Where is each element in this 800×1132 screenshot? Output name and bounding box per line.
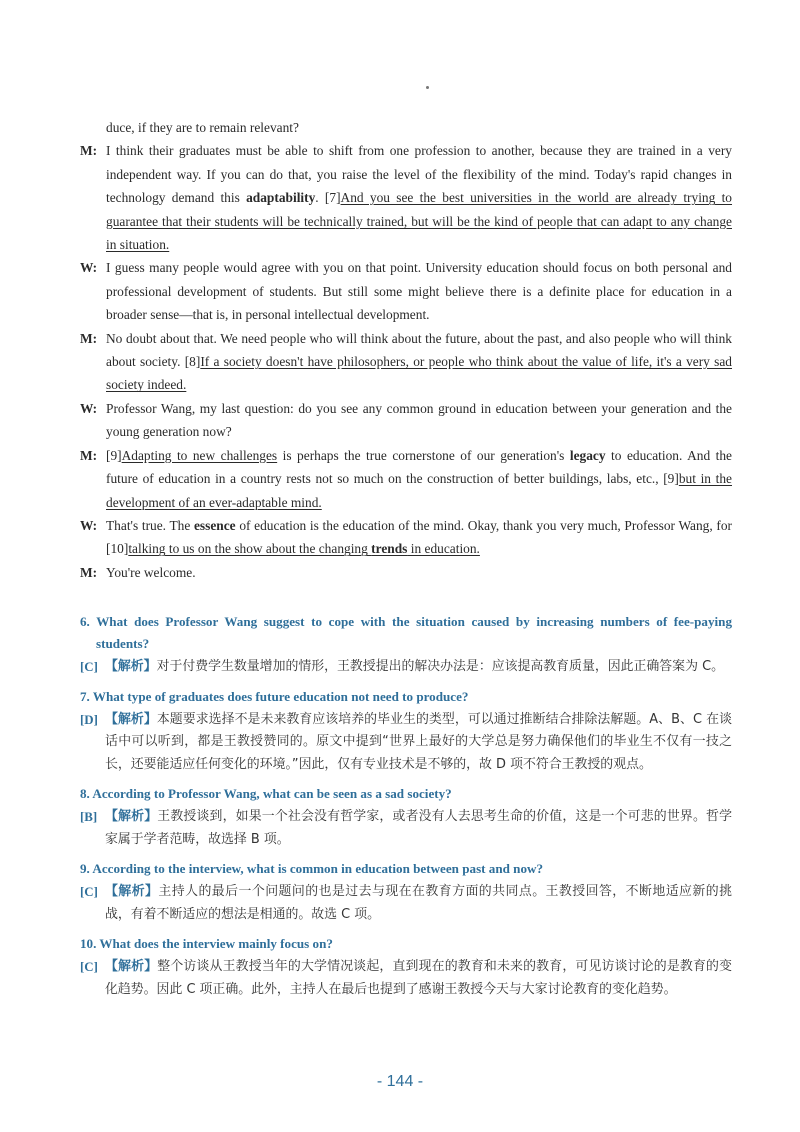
emphasis-text: legacy [569,447,606,463]
dialogue-turn [80,116,732,139]
explanation-text: 对于付费学生数量增加的情形，王教授提出的解决办法是：应该提高教育质量，因此正确答案为 C。 [156,659,724,674]
answer-explanation [80,656,732,679]
dialogue-text: I think their graduates must be able to shift from one profession to another, because they are trained in a very independent way. If you can do that, you raise the level of the flexibility of the mind. Today's rapid changes in technology demand this [106,143,732,206]
answer-explanation [80,956,732,1001]
dialogue-text: . [7] [315,190,341,206]
explanation-text: 主持人的最后一个问题问的也是过去与现在在教育方面的共同点。王教授回答，不断地适应新的挑战，有着不断适应的想法是相通的。故选 C 项。 [105,884,733,922]
speaker-label: M: [80,564,98,580]
speaker-label: M: [80,143,98,159]
dialogue-text: duce, if they are to remain relevant? [106,120,299,135]
speaker-label: M: [80,447,98,463]
dialogue-text: of education is the education of the mind. Okay, thank you very much, Professor Wang, for [10] [106,517,732,557]
answer-letter: [C] [80,660,98,674]
emphasis-text: talking to us on the show about the changing [128,541,372,557]
dialogue-text: I guess many people would agree with you on that point. University education should focus on both personal and professional development of students. But still some might believe there is a definite place for education in a broader sense—that is, in personal intellectual development. [106,260,732,323]
dialogue-transcript [80,116,732,584]
dialogue-text: to education. And the future of education in a country rests not so much on the construction of better buildings, labs, etc., [9] [106,447,732,487]
dialogue-text: That's true. The [106,517,194,533]
analysis-tag: 【解析】 [105,659,157,674]
question-heading: 6. What does Professor Wang suggest to cope with the situation caused by increasing numbers of fee-paying students? [80,614,732,651]
emphasis-text: essence [193,517,236,533]
emphasis-text: but in the development of an ever-adaptable mind. [106,471,732,510]
emphasis-text: And you see the best universities in the world are already trying to guarantee that their students will be technically trained, but will be the kind of people that can adapt to any change in situation. [106,190,733,253]
question-heading: 7. What type of graduates does future education not need to produce? [80,688,469,704]
emphasis-text: in education. [407,541,480,557]
question-heading: 10. What does the interview mainly focus on? [80,936,333,951]
emphasis-text: If a society doesn't have philosophers, or people who think about the value of life, it's a very sad society indeed. [106,354,733,393]
speaker-label: W: [80,517,98,533]
scan-dot [426,86,429,89]
answer-explanation [80,709,732,777]
dialogue-turn [80,327,732,397]
answer-letter: [D] [80,712,98,727]
speaker-label: W: [80,260,98,276]
dialogue-text: Professor Wang, my last question: do you see any common ground in education between your generation and the young generation now? [106,400,732,440]
dialogue-turn [80,397,732,444]
analysis-tag: 【解析】 [105,711,157,727]
answer-letter: [B] [80,810,98,824]
questions-section [80,604,732,1001]
analysis-tag: 【解析】 [105,809,158,824]
answer-letter: [C] [80,960,98,974]
analysis-tag: 【解析】 [105,959,158,974]
answer-explanation [80,881,732,926]
explanation-text: 本题要求选择不是未来教育应该培养的毕业生的类型，可以通过推断结合排除法解题。A、B、C 在谈话中可以听到，都是王教授赞同的。原文中提到“世界上最好的大学总是努力确保他们的毕业生不仅有一技之长，还要能适应任何变化的环境。”因此，仅有专业技术是不够的，故 D 项不符合王教授的观点。 [105,711,733,772]
answer-letter: [C] [80,885,98,899]
speaker-label: W: [80,400,98,416]
page-number: - 144 - [376,1073,424,1090]
dialogue-text: You're welcome. [106,564,196,580]
dialogue-turn [80,514,732,561]
explanation-text: 王教授谈到，如果一个社会没有哲学家，或者没有人去思考生命的价值，这是一个可悲的世界。哲学家属于学者范畴，故选择 B 项。 [105,809,732,847]
emphasis-text: adaptability [246,190,316,206]
dialogue-turn [80,444,732,514]
answer-explanation [80,806,732,851]
dialogue-text: is perhaps the true cornerstone of our generation's [277,447,570,463]
dialogue-turn [80,256,732,326]
explanation-text: 整个访谈从王教授当年的大学情况谈起，直到现在的教育和未来的教育，可见访谈讨论的是教育的变化趋势。因此 C 项正确。此外，主持人在最后也提到了感谢王教授今天与大家讨论教育的变化趋势。 [105,959,732,997]
emphasis-text: trends [371,541,408,557]
dialogue-text: No doubt about that. We need people who will think about the future, about the past, and also people who will think about society. [8] [106,330,732,370]
analysis-tag: 【解析】 [105,884,159,899]
speaker-label: M: [80,330,98,346]
question-heading: 9. According to the interview, what is common in education between past and now? [80,861,544,876]
question-heading: 8. According to Professor Wang, what can be seen as a sad society? [80,786,452,801]
dialogue-turn [80,139,732,256]
emphasis-text: Adapting to new challenges [121,447,278,463]
dialogue-turn [80,561,732,584]
dialogue-text: [9] [106,447,122,463]
